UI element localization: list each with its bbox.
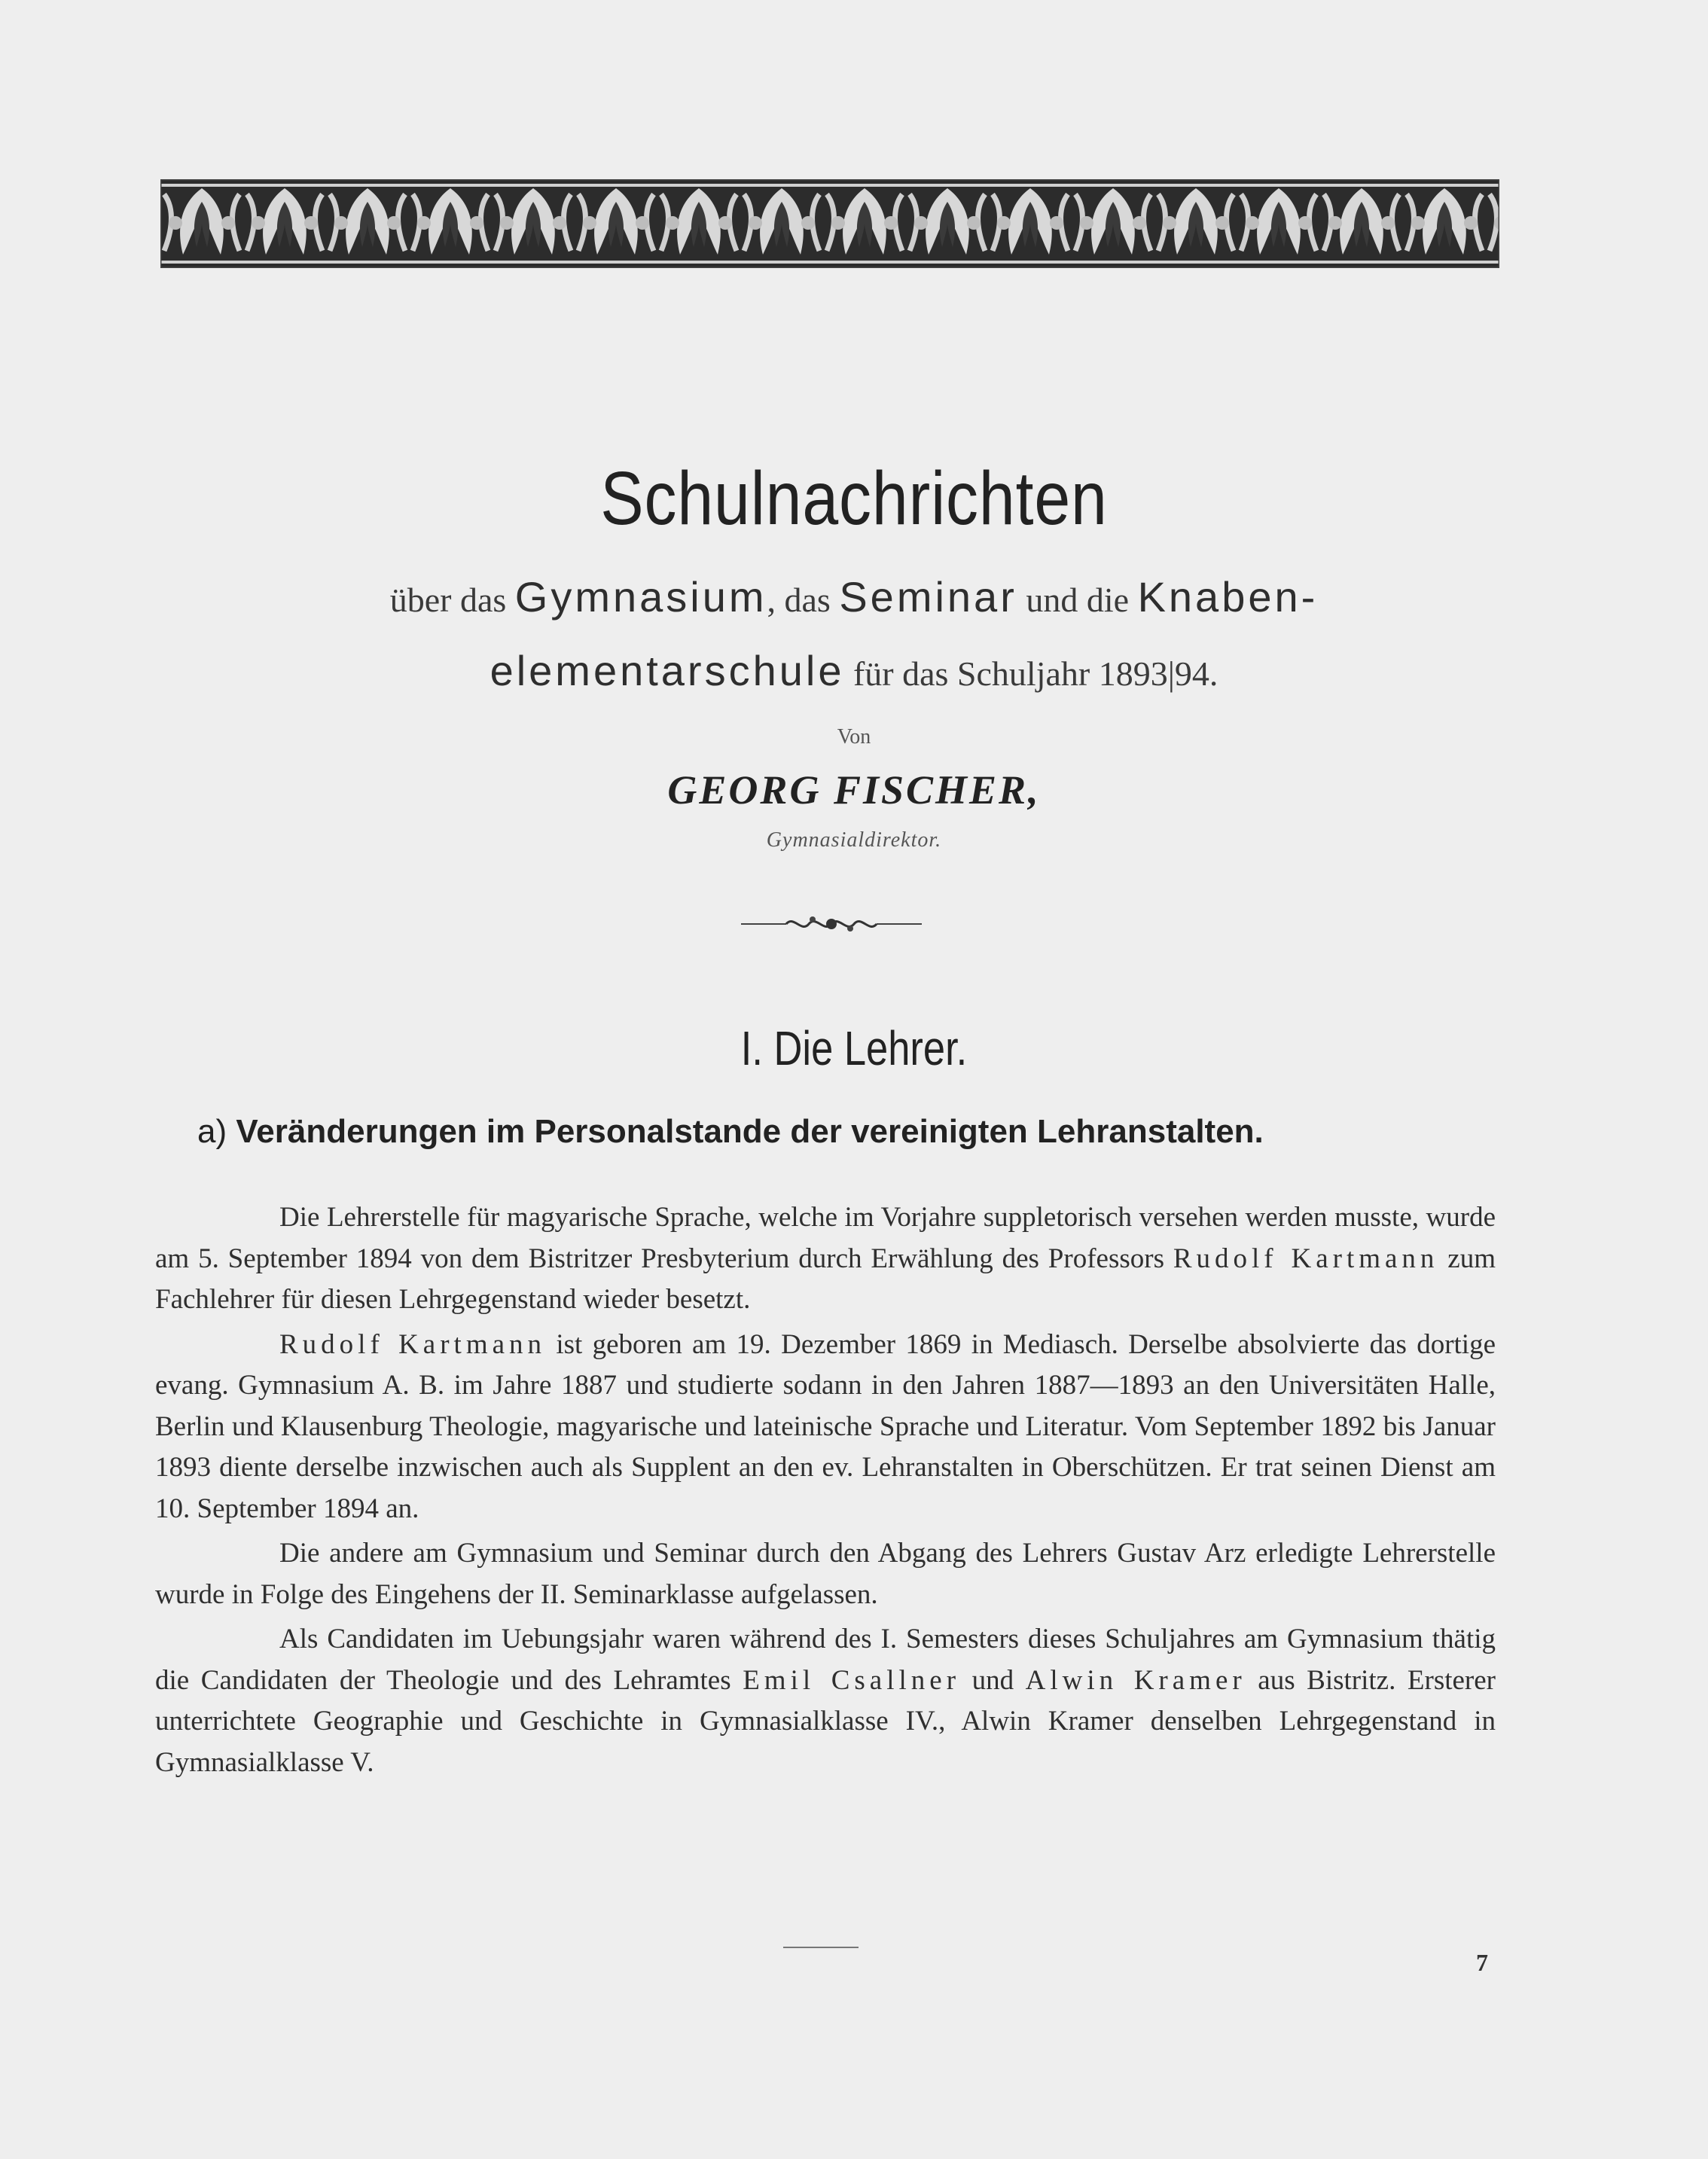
- subtitle-decorative-word: Gymnasium: [514, 573, 767, 621]
- paragraph: [155, 1197, 1496, 1321]
- subsection-heading: [197, 1113, 1264, 1151]
- subtitle-text: für das Schuljahr 1893|94.: [844, 654, 1218, 693]
- subsection-title: Veränderungen im Personalstande der vereinigten Lehranstalten.: [236, 1113, 1264, 1150]
- ornamental-vignette: [741, 909, 922, 939]
- ornamental-header-band: [160, 179, 1499, 268]
- byline-von: Von: [837, 725, 871, 749]
- subtitle-decorative-word: Knaben-: [1137, 573, 1319, 621]
- paragraph-text: Die Lehrerstelle für magyarische Sprache, welche im Vorjahre suppletorisch versehen werden musste, wurde am 5. September 1894 von dem Bistritzer Presbyterium durch Erwählung des Professors: [155, 1202, 1496, 1274]
- person-name: Alwin Kramer: [1025, 1664, 1246, 1696]
- author-name: GEORG FISCHER,: [667, 767, 1041, 813]
- closing-rule: [783, 1947, 859, 1948]
- subtitle-decorative-word: elementarschule: [490, 647, 845, 694]
- subsection-marker: a): [197, 1113, 236, 1150]
- subtitle-line-1: [0, 572, 1708, 621]
- paragraph-text: und: [960, 1664, 1026, 1696]
- page-number: 7: [1476, 1949, 1488, 1976]
- paragraph: [155, 1619, 1496, 1783]
- subtitle-text: und die: [1017, 581, 1138, 619]
- section-heading: I. Die Lehrer.: [740, 1021, 968, 1075]
- person-name: Emil Csallner: [743, 1664, 961, 1696]
- body-text: [155, 1197, 1496, 1787]
- page-title: Schulnachrichten: [600, 456, 1108, 541]
- paragraph: [155, 1325, 1496, 1530]
- person-name: Rudolf Kartmann: [279, 1328, 547, 1360]
- person-name: Rudolf Kartmann: [1173, 1243, 1439, 1274]
- paragraph-text: aus Bistritz. Ersterer unterrichtete Geographie und Geschichte in Gymnasialklasse IV., Alwin Kramer denselben Lehrgegenstand in Gymnasialklasse V.: [155, 1664, 1496, 1778]
- subtitle-text: , das: [767, 581, 840, 619]
- paragraph-text: Als Candidaten im Uebungsjahr waren während des I. Semesters dieses Schuljahres am Gymnasium thätig die Candidaten der Theologie und des Lehramtes: [155, 1624, 1496, 1696]
- subtitle-text: über das: [389, 581, 515, 619]
- paragraph-text: zum Fachlehrer für diesen Lehrgegenstand wieder besetzt.: [155, 1243, 1496, 1315]
- paragraph: [155, 1533, 1496, 1615]
- paragraph-text: Die andere am Gymnasium und Seminar durch den Abgang des Lehrers Gustav Arz erledigte Lehrerstelle wurde in Folge des Eingehens der II. Seminarklasse aufgelassen.: [155, 1538, 1496, 1610]
- subtitle-line-2: [0, 646, 1708, 695]
- subtitle-decorative-word: Seminar: [839, 573, 1017, 621]
- author-role: Gymnasialdirektor.: [766, 828, 942, 852]
- paragraph-text: ist geboren am 19. Dezember 1869 in Mediasch. Derselbe absolvierte das dortige evang. Gymnasium A. B. im Jahre 1887 und studierte sodann in den Jahren 1887—1893 an den Universitäten Halle, Berlin und Klausenburg Theologie, magyarische und lateinische Sprache und Literatur. Vom September 1892 bis Januar 1893 diente derselbe inzwischen auch als Supplent an den ev. Lehranstalten in Oberschützen. Er trat seinen Dienst am 10. September 1894 an.: [155, 1328, 1496, 1524]
